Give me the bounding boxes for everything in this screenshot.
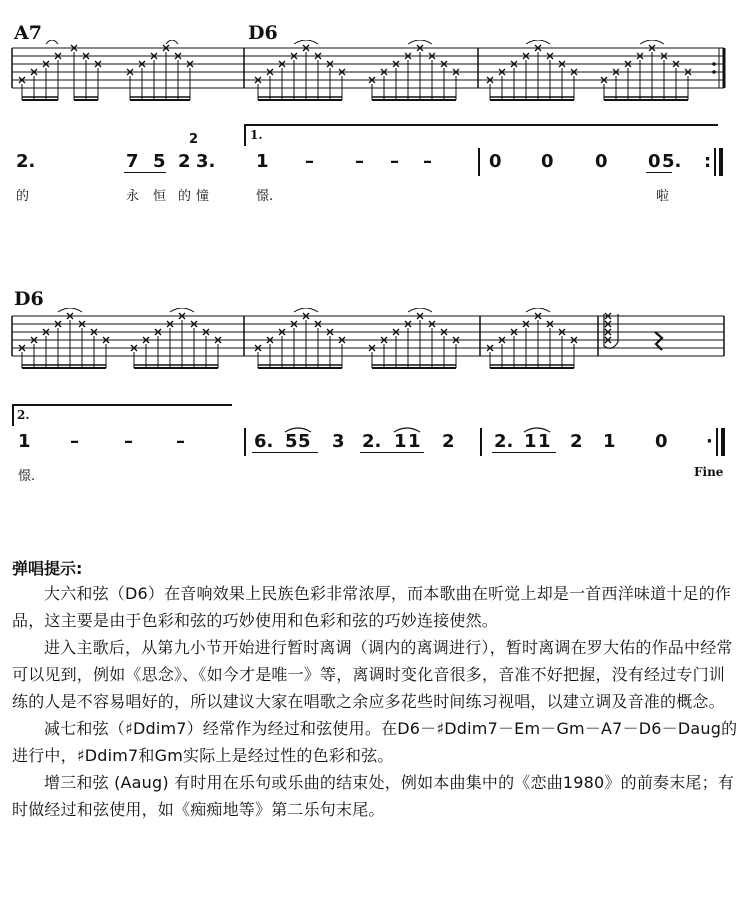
barline bbox=[480, 428, 482, 456]
dash: – bbox=[124, 431, 133, 452]
eighth-underline bbox=[124, 172, 166, 173]
tips-paragraph: 增三和弦 (Aaug) 有时用在乐句或乐曲的结束处，例如本曲集中的《恋曲1980》的前奏末尾；有时做经过和弦使用，如《痴痴地等》第二乐句末尾。 bbox=[12, 773, 735, 819]
tips-paragraph: 大六和弦（D6）在音响效果上民族色彩非常浓厚，而本歌曲在听觉上却是一首西洋味道十足的作品，这主要是由于色彩和弦的巧妙使用和色彩和弦的巧妙连接使然。 bbox=[12, 584, 732, 630]
note: 2 bbox=[442, 431, 455, 452]
note: 6. bbox=[254, 431, 274, 452]
note: 1 bbox=[538, 431, 551, 452]
note: 5 bbox=[285, 431, 298, 452]
repeat-end-bar-thin bbox=[714, 148, 716, 176]
note: 1 bbox=[256, 151, 269, 172]
note: 0 bbox=[595, 151, 608, 172]
dash: – bbox=[176, 431, 185, 452]
grace-note: 2 bbox=[189, 132, 199, 147]
volta-line-2 bbox=[12, 404, 232, 406]
lyric: 憬. bbox=[18, 469, 36, 484]
tab-staff-2-svg bbox=[0, 308, 748, 388]
tips-title: 弹唱提示: bbox=[12, 559, 83, 578]
dash: – bbox=[305, 151, 314, 172]
note: 1 bbox=[524, 431, 537, 452]
note: 2 bbox=[178, 151, 191, 172]
note: 1 bbox=[394, 431, 407, 452]
note: 7 bbox=[126, 151, 139, 172]
note: 2. bbox=[494, 431, 514, 452]
dash: – bbox=[355, 151, 364, 172]
tab-staff-1-svg bbox=[0, 40, 748, 120]
volta-label-2: 2. bbox=[17, 408, 30, 422]
lyric: 永 bbox=[126, 189, 140, 204]
lyric: 的 bbox=[16, 189, 30, 204]
note: 3. bbox=[196, 151, 216, 172]
note: 5 bbox=[298, 431, 311, 452]
note: 1 bbox=[18, 431, 31, 452]
barline bbox=[478, 148, 480, 176]
tab-staff-2 bbox=[0, 308, 748, 388]
note: 0 bbox=[541, 151, 554, 172]
final-bar-thick bbox=[721, 428, 725, 456]
lyric: 恒 bbox=[153, 189, 167, 204]
lyric: 啦 bbox=[656, 189, 670, 204]
chord-label-d6-row2: D6 bbox=[14, 288, 44, 310]
chord-label-d6: D6 bbox=[248, 22, 278, 44]
volta-start-1 bbox=[244, 124, 246, 146]
fine-mark: Fine bbox=[694, 465, 724, 479]
tie-arc bbox=[283, 424, 313, 434]
tie-arc bbox=[522, 424, 552, 434]
tips-body bbox=[12, 580, 738, 823]
repeat-end-bar-thick bbox=[719, 148, 723, 176]
tie-arc bbox=[392, 424, 422, 434]
note: 1 bbox=[603, 431, 616, 452]
dash: – bbox=[70, 431, 79, 452]
note: 2. bbox=[362, 431, 382, 452]
note: 0 bbox=[489, 151, 502, 172]
tips-paragraph: 进入主歌后，从第九小节开始进行暂时离调（调内的离调进行），暂时离调在罗大佑的作品中经常可以见到，例如《思念》、《如今才是唯一》等，离调时变化音很多，音准不好把握，没有经过专门训练的人是不容易唱好的，所以建议大家在唱歌之余应多花些时间练习视唱，以建立调及音准的概念。 bbox=[12, 638, 733, 711]
note: 5 bbox=[153, 151, 166, 172]
note: 5. bbox=[662, 151, 682, 172]
barline bbox=[244, 428, 246, 456]
tips-paragraph: 减七和弦（♯Ddim7）经常作为经过和弦使用。在D6－♯Ddim7－Em－Gm－A7－D6－Daug的进行中，♯Ddim7和Gm实际上是经过性的色彩和弦。 bbox=[12, 719, 738, 765]
note: 3 bbox=[332, 431, 345, 452]
dash: – bbox=[423, 151, 432, 172]
volta-label-1: 1. bbox=[250, 128, 263, 142]
volta-line-1 bbox=[244, 124, 718, 126]
eighth-underline bbox=[252, 452, 318, 453]
eighth-underline bbox=[646, 172, 672, 173]
note: 0 bbox=[648, 151, 661, 172]
lyric: 憧 bbox=[196, 189, 210, 204]
chord-label-a7: A7 bbox=[14, 22, 42, 44]
note: 1 bbox=[408, 431, 421, 452]
note: 2 bbox=[570, 431, 583, 452]
lyric: 的 bbox=[178, 189, 192, 204]
lyric: 憬. bbox=[256, 189, 274, 204]
repeat-dots: : bbox=[704, 151, 712, 172]
note: 0 bbox=[655, 431, 668, 452]
volta-start-2 bbox=[12, 404, 14, 426]
dot: · bbox=[706, 431, 713, 452]
eighth-underline bbox=[492, 452, 556, 453]
tab-staff-1 bbox=[0, 40, 748, 120]
eighth-underline bbox=[360, 452, 424, 453]
dash: – bbox=[390, 151, 399, 172]
final-bar-thin bbox=[716, 428, 718, 456]
note: 2. bbox=[16, 151, 36, 172]
